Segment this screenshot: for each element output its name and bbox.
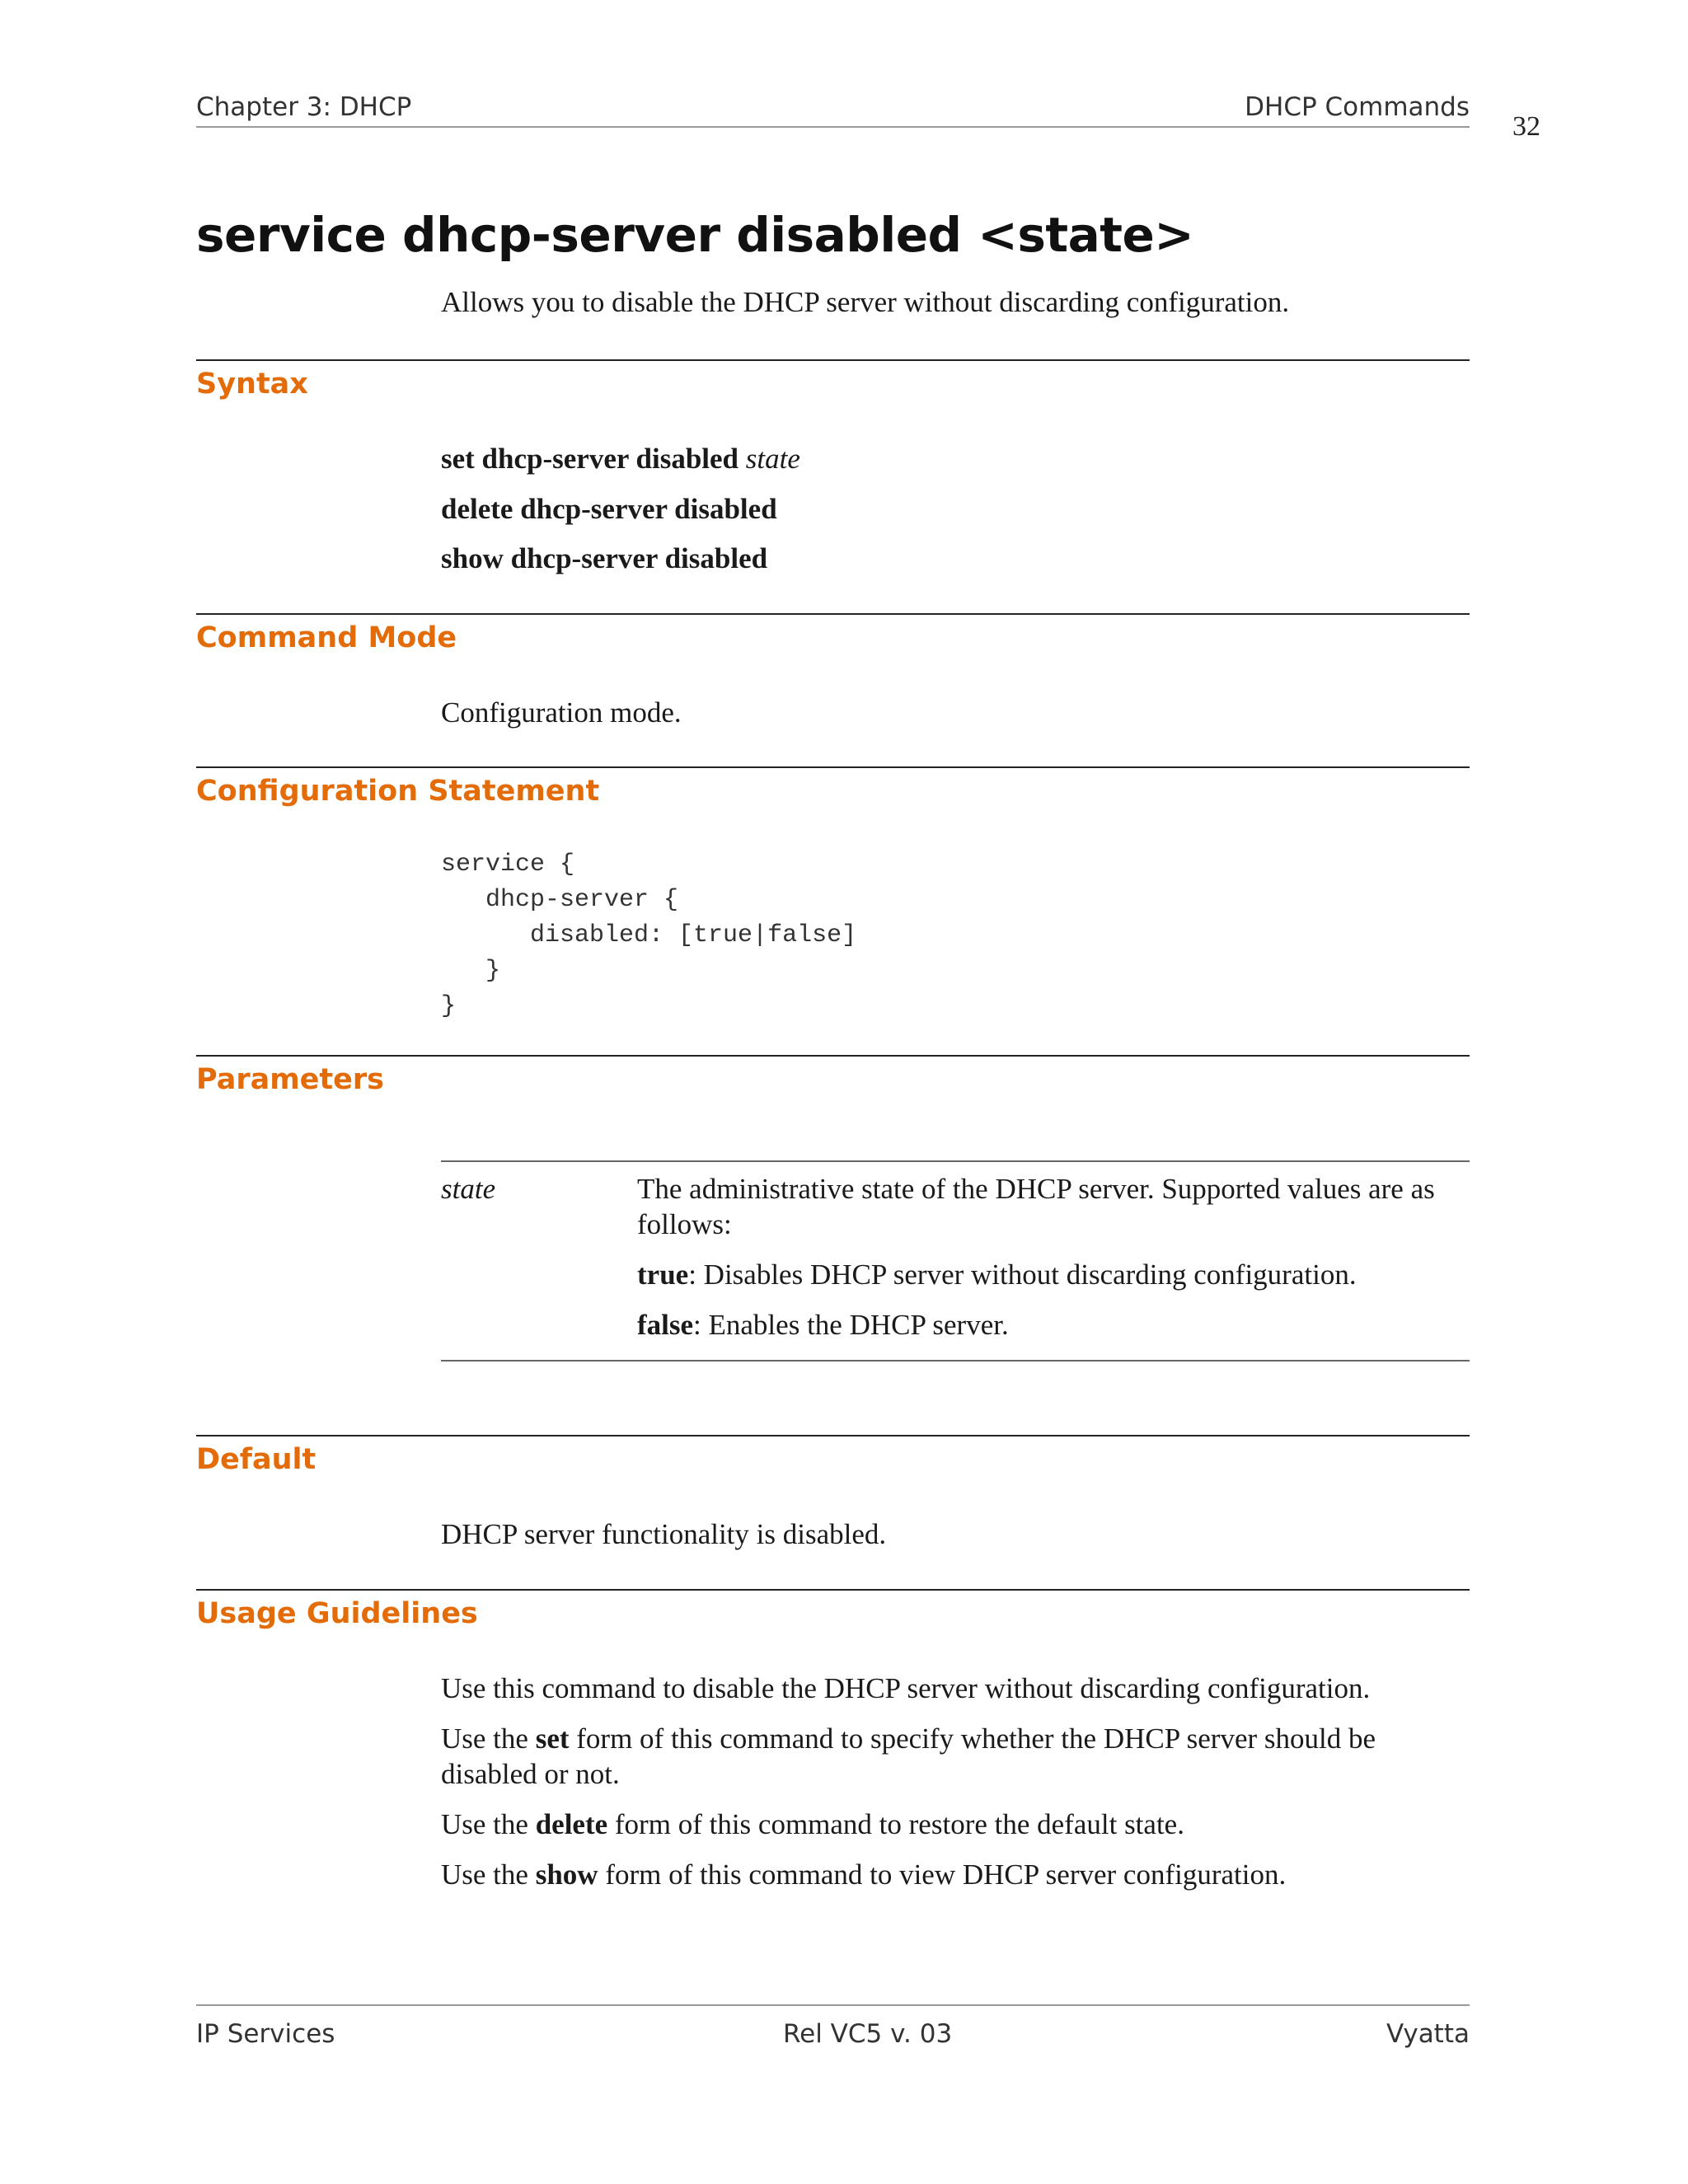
parameter-table-top-rule — [441, 1160, 1470, 1162]
usage-show-prefix: Use the — [441, 1858, 536, 1891]
parameter-name: state — [441, 1173, 496, 1205]
section-heading-default: Default — [196, 1443, 316, 1476]
section-rule-command-mode — [196, 613, 1470, 615]
running-header-section: DHCP Commands — [1245, 92, 1470, 122]
usage-set-suffix: form of this command to specify whether the DHCP server should be disabled or not. — [441, 1722, 1376, 1790]
usage-set-keyword: set — [535, 1722, 570, 1755]
command-description: Allows you to disable the DHCP server without discarding configuration. — [441, 286, 1290, 318]
page-number: 32 — [1512, 111, 1540, 142]
section-rule-syntax — [196, 359, 1470, 361]
section-heading-syntax: Syntax — [196, 368, 308, 401]
usage-line-show — [441, 1857, 1471, 1892]
usage-line-delete — [441, 1807, 1471, 1842]
usage-delete-suffix: form of this command to restore the default state. — [607, 1808, 1184, 1840]
parameter-value-false — [637, 1307, 1470, 1343]
parameter-value-true — [637, 1257, 1470, 1292]
usage-line-set — [441, 1721, 1471, 1792]
parameter-description: The administrative state of the DHCP server. Supported values are as follows: — [637, 1173, 1435, 1240]
section-rule-configuration-statement — [196, 766, 1470, 768]
usage-show-suffix: form of this command to view DHCP server configuration. — [598, 1858, 1287, 1891]
parameter-value-true-text: : Disables DHCP server without discarding configuration. — [688, 1258, 1357, 1291]
section-heading-usage-guidelines: Usage Guidelines — [196, 1597, 478, 1630]
header-rule — [196, 126, 1470, 128]
usage-delete-prefix: Use the — [441, 1808, 536, 1840]
default-text: DHCP server functionality is disabled. — [441, 1518, 887, 1550]
usage-show-keyword: show — [535, 1858, 598, 1891]
syntax-delete — [441, 491, 777, 527]
usage-set-prefix: Use the — [441, 1722, 536, 1755]
usage-line-general: Use this command to disable the DHCP server without discarding configuration. — [441, 1672, 1371, 1704]
section-rule-usage-guidelines — [196, 1589, 1470, 1591]
syntax-delete-command: delete dhcp-server disabled — [441, 493, 777, 525]
parameter-value-false-keyword: false — [637, 1309, 694, 1341]
section-rule-parameters — [196, 1055, 1470, 1057]
footer-book-title: IP Services — [196, 2019, 335, 2049]
syntax-set — [441, 441, 800, 477]
syntax-set-command: set dhcp-server disabled — [441, 443, 739, 475]
running-header-chapter: Chapter 3: DHCP — [196, 92, 412, 122]
section-heading-configuration-statement: Configuration Statement — [196, 775, 600, 808]
parameter-table-bottom-rule — [441, 1360, 1470, 1361]
section-rule-default — [196, 1435, 1470, 1436]
section-heading-parameters: Parameters — [196, 1063, 384, 1096]
configuration-code-block: service { dhcp-server { disabled: [true|false] } } — [441, 851, 857, 1020]
parameter-value-true-keyword: true — [637, 1258, 689, 1291]
usage-delete-keyword: delete — [535, 1808, 608, 1840]
section-heading-command-mode: Command Mode — [196, 621, 457, 654]
footer-release: Rel VC5 v. 03 — [783, 2019, 953, 2049]
command-mode-text: Configuration mode. — [441, 696, 682, 729]
footer-rule — [196, 2004, 1470, 2006]
footer-company: Vyatta — [1386, 2019, 1470, 2049]
command-title: service dhcp-server disabled <state> — [196, 207, 1194, 263]
syntax-set-argument: state — [745, 443, 800, 475]
syntax-show-command: show dhcp-server disabled — [441, 542, 768, 574]
syntax-show — [441, 541, 767, 577]
parameter-value-false-text: : Enables the DHCP server. — [693, 1309, 1009, 1341]
